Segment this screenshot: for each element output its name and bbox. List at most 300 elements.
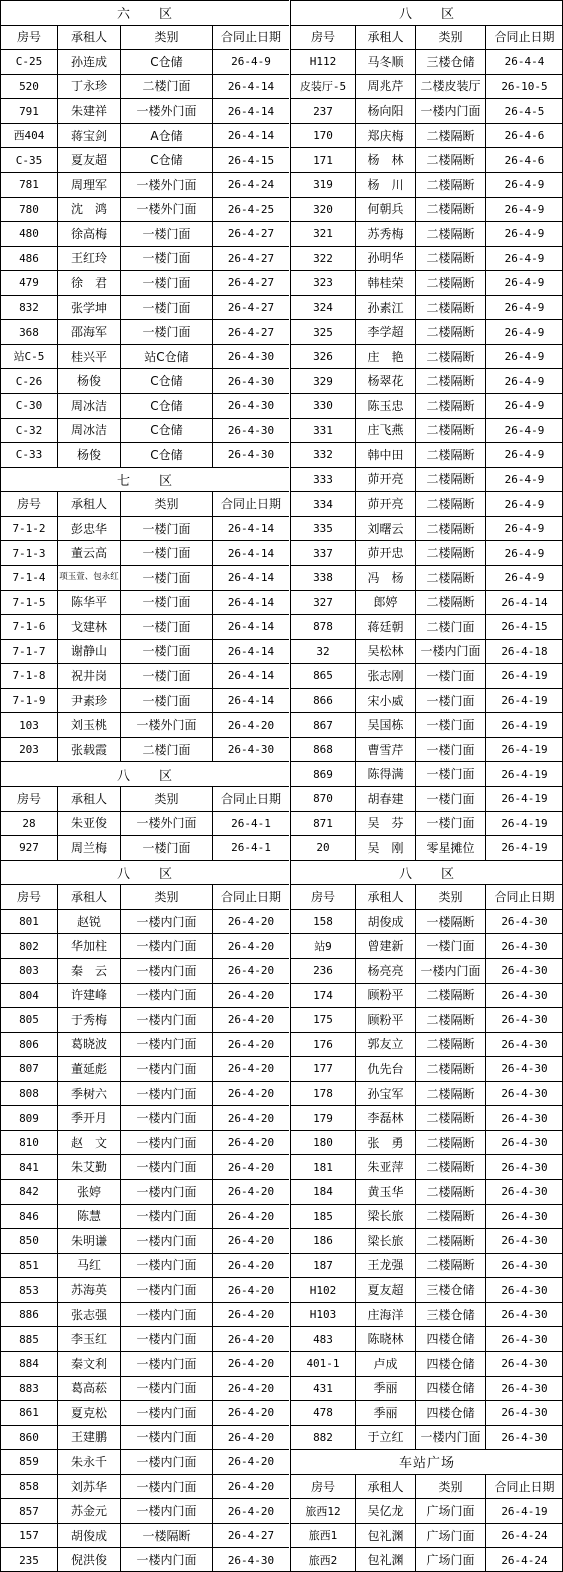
table-row — [290, 1498, 563, 1523]
category-cell: 一楼门面 — [415, 664, 485, 688]
room-number-cell: 870 — [290, 787, 355, 811]
room-number-cell: 810 — [0, 1131, 57, 1155]
category-cell: 一楼门面 — [120, 836, 212, 860]
room-number-cell: 7-1-5 — [0, 591, 57, 615]
contract-end-date-cell: 26-4-24 — [212, 173, 289, 197]
contract-end-date-cell: 26-4-20 — [212, 1131, 289, 1155]
tenant-cell: 夏友超 — [57, 148, 120, 172]
category-cell: 二楼隔断 — [415, 566, 485, 590]
table-row — [0, 1056, 289, 1081]
category-cell: 一楼内门面 — [415, 99, 485, 123]
room-number-cell: 7-1-2 — [0, 517, 57, 541]
category-cell: 一楼内门面 — [415, 640, 485, 664]
category-cell: 二楼隔断 — [415, 1057, 485, 1081]
contract-end-date-cell: 26-4-4 — [485, 50, 563, 74]
contract-end-date-cell: 26-4-19 — [485, 836, 563, 860]
tenant-cell: 董延彪 — [57, 1057, 120, 1081]
contract-end-date-cell: 26-10-5 — [485, 75, 563, 99]
tenant-cell: 庄海洋 — [355, 1303, 415, 1327]
table-row — [0, 1498, 289, 1523]
room-number-cell: 330 — [290, 394, 355, 418]
table-row — [0, 1425, 289, 1450]
contract-end-date-cell: 26-4-30 — [485, 1254, 563, 1278]
room-number-cell: 846 — [0, 1205, 57, 1229]
contract-end-date-cell: 26-4-30 — [485, 1303, 563, 1327]
room-number-cell: 866 — [290, 689, 355, 713]
room-number-cell: 28 — [0, 812, 57, 836]
tenant-cell: 陈晓林 — [355, 1327, 415, 1351]
contract-end-date-cell: 26-4-9 — [485, 394, 563, 418]
room-number-cell: 站C-5 — [0, 345, 57, 369]
table-row — [290, 1007, 563, 1032]
table-row — [290, 663, 563, 688]
category-cell: 四楼仓储 — [415, 1327, 485, 1351]
tenant-cell: 孙宝军 — [355, 1082, 415, 1106]
tenant-cell: 赵锐 — [57, 910, 120, 934]
category-cell: 一楼内门面 — [120, 1155, 212, 1179]
table-row — [290, 1547, 563, 1572]
room-number-cell: 486 — [0, 247, 57, 271]
category-cell: 三楼仓储 — [415, 1303, 485, 1327]
table-row — [0, 1277, 289, 1302]
category-cell: 一楼门面 — [415, 934, 485, 958]
tenant-cell: 彭忠华 — [57, 517, 120, 541]
contract-end-date-cell: 26-4-30 — [485, 1278, 563, 1302]
contract-end-date-cell: 26-4-14 — [212, 640, 289, 664]
category-cell: 广场门面 — [415, 1548, 485, 1572]
room-number-cell: 520 — [0, 75, 57, 99]
tenant-cell: 杨 川 — [355, 173, 415, 197]
tenant-cell: 周兰梅 — [57, 836, 120, 860]
contract-end-date-cell: 26-4-27 — [212, 320, 289, 344]
room-number-cell: 841 — [0, 1155, 57, 1179]
category-cell: 一楼内门面 — [120, 959, 212, 983]
category-cell: 一楼门面 — [120, 689, 212, 713]
table-row — [0, 1376, 289, 1401]
column-header: 房号 — [290, 885, 355, 909]
table-row — [0, 1130, 289, 1155]
table-row — [0, 933, 289, 958]
tenant-cell: 王龙强 — [355, 1254, 415, 1278]
room-number-cell: 808 — [0, 1082, 57, 1106]
room-number-cell: 175 — [290, 1008, 355, 1032]
tenant-cell: 倪洪俊 — [57, 1548, 120, 1572]
contract-end-date-cell: 26-4-1 — [212, 812, 289, 836]
category-cell: 二楼隔断 — [415, 1033, 485, 1057]
room-number-cell: C-30 — [0, 394, 57, 418]
contract-end-date-cell: 26-4-9 — [485, 198, 563, 222]
table-row — [0, 1302, 289, 1327]
table-row — [0, 123, 289, 148]
tenant-cell: 朱建祥 — [57, 99, 120, 123]
room-number-cell: 867 — [290, 713, 355, 737]
category-cell: 一楼门面 — [415, 689, 485, 713]
tenant-cell: 朱永千 — [57, 1450, 120, 1474]
tenant-cell: 曹雪芹 — [355, 738, 415, 762]
table-row — [0, 909, 289, 934]
section-title: 七 区 — [0, 468, 289, 492]
category-cell: 一楼内门面 — [120, 1352, 212, 1376]
table-row — [0, 221, 289, 246]
table-row — [0, 1105, 289, 1130]
contract-end-date-cell: 26-4-20 — [212, 1033, 289, 1057]
table-row — [0, 1547, 289, 1572]
table-row — [290, 639, 563, 664]
category-cell: 一楼外门面 — [120, 713, 212, 737]
column-header: 合同止日期 — [212, 492, 289, 516]
table-row — [290, 49, 563, 74]
contract-end-date-cell: 26-4-18 — [485, 640, 563, 664]
room-number-cell: 478 — [290, 1401, 355, 1425]
category-cell: 一楼门面 — [120, 640, 212, 664]
room-number-cell: 338 — [290, 566, 355, 590]
table-row — [290, 737, 563, 762]
table-row — [290, 1523, 563, 1548]
column-header: 承租人 — [57, 787, 120, 811]
category-cell: 一楼内门面 — [120, 910, 212, 934]
table-row — [290, 786, 563, 811]
category-cell: 一楼内门面 — [415, 959, 485, 983]
category-cell: 一楼内门面 — [120, 984, 212, 1008]
column-header: 承租人 — [57, 885, 120, 909]
tenant-cell: 夏友超 — [355, 1278, 415, 1302]
room-number-cell: 868 — [290, 738, 355, 762]
category-cell: 一楼门面 — [120, 591, 212, 615]
tenant-cell: 李磊林 — [355, 1106, 415, 1130]
category-cell: 广场门面 — [415, 1524, 485, 1548]
tenant-cell: 苏秀梅 — [355, 222, 415, 246]
room-number-cell: 885 — [0, 1327, 57, 1351]
category-cell: 二楼隔断 — [415, 1131, 485, 1155]
contract-end-date-cell: 26-4-30 — [212, 443, 289, 467]
tenant-cell: 李学超 — [355, 320, 415, 344]
category-cell: 二楼隔断 — [415, 541, 485, 565]
table-row — [0, 1154, 289, 1179]
room-number-cell: 334 — [290, 492, 355, 516]
contract-end-date-cell: 26-4-30 — [485, 1033, 563, 1057]
room-number-cell: 802 — [0, 934, 57, 958]
category-cell: 一楼门面 — [415, 812, 485, 836]
category-cell: 二楼门面 — [120, 738, 212, 762]
contract-end-date-cell: 26-4-25 — [212, 198, 289, 222]
table-row — [290, 1425, 563, 1450]
column-header: 合同止日期 — [485, 26, 563, 50]
table-row — [290, 516, 563, 541]
tenant-cell: 茆开亮 — [355, 492, 415, 516]
category-cell: 二楼隔断 — [415, 320, 485, 344]
contract-end-date-cell: 26-4-30 — [485, 1106, 563, 1130]
column-header: 类别 — [415, 885, 485, 909]
category-cell: 一楼门面 — [120, 615, 212, 639]
contract-end-date-cell: 26-4-30 — [212, 369, 289, 393]
table-row — [290, 1326, 563, 1351]
section-title-row — [290, 1449, 563, 1474]
tenant-cell: 张 勇 — [355, 1131, 415, 1155]
tenant-cell: 包礼渊 — [355, 1524, 415, 1548]
room-number-cell: 326 — [290, 345, 355, 369]
room-number-cell: C-26 — [0, 369, 57, 393]
room-number-cell: 皮装厅-5 — [290, 75, 355, 99]
tenant-cell: 仇先台 — [355, 1057, 415, 1081]
contract-end-date-cell: 26-4-14 — [212, 541, 289, 565]
column-header: 承租人 — [355, 885, 415, 909]
room-number-cell: 805 — [0, 1008, 57, 1032]
category-cell: 一楼门面 — [120, 664, 212, 688]
table-row — [0, 590, 289, 615]
tenant-cell: 董云高 — [57, 541, 120, 565]
table-row — [290, 123, 563, 148]
tenant-cell: 胡春建 — [355, 787, 415, 811]
room-number-cell: 842 — [0, 1180, 57, 1204]
room-number-cell: 西404 — [0, 124, 57, 148]
category-cell: 一楼内门面 — [120, 1131, 212, 1155]
tenant-cell: 李玉红 — [57, 1327, 120, 1351]
category-cell: 二楼隔断 — [415, 468, 485, 492]
contract-end-date-cell: 26-4-20 — [212, 1352, 289, 1376]
contract-end-date-cell: 26-4-19 — [485, 762, 563, 786]
tenant-cell: 张志刚 — [355, 664, 415, 688]
tenant-cell: 梁长旅 — [355, 1205, 415, 1229]
category-cell: 一楼内门面 — [120, 934, 212, 958]
contract-end-date-cell: 26-4-19 — [485, 664, 563, 688]
table-row — [0, 1253, 289, 1278]
contract-end-date-cell: 26-4-14 — [212, 75, 289, 99]
tenant-cell: 沈 鸿 — [57, 198, 120, 222]
column-header: 房号 — [290, 26, 355, 50]
room-number-cell: 883 — [0, 1377, 57, 1401]
tenant-cell: 郑庆梅 — [355, 124, 415, 148]
room-number-cell: 401-1 — [290, 1352, 355, 1376]
room-number-cell: 站9 — [290, 934, 355, 958]
room-number-cell: 882 — [290, 1426, 355, 1450]
category-cell: C仓储 — [120, 419, 212, 443]
tenant-cell: 杨翠花 — [355, 369, 415, 393]
contract-end-date-cell: 26-4-27 — [212, 222, 289, 246]
table-row — [290, 1204, 563, 1229]
contract-end-date-cell: 26-4-30 — [485, 934, 563, 958]
tenant-cell: 顾粉平 — [355, 984, 415, 1008]
category-cell: 二楼隔断 — [415, 271, 485, 295]
table-row — [290, 147, 563, 172]
category-cell: 二楼隔断 — [415, 1155, 485, 1179]
contract-end-date-cell: 26-4-30 — [485, 1401, 563, 1425]
room-number-cell: 179 — [290, 1106, 355, 1130]
contract-end-date-cell: 26-4-14 — [212, 591, 289, 615]
room-number-cell: 32 — [290, 640, 355, 664]
tenant-cell: 徐高梅 — [57, 222, 120, 246]
table-row — [0, 811, 289, 836]
contract-end-date-cell: 26-4-24 — [485, 1548, 563, 1572]
contract-end-date-cell: 26-4-20 — [212, 1180, 289, 1204]
tenant-cell: 苏海英 — [57, 1278, 120, 1302]
contract-end-date-cell: 26-4-30 — [212, 345, 289, 369]
room-number-cell: 850 — [0, 1229, 57, 1253]
table-row — [290, 933, 563, 958]
tenant-cell: 卢成 — [355, 1352, 415, 1376]
table-row — [290, 442, 563, 467]
room-number-cell: 174 — [290, 984, 355, 1008]
tenant-cell: 秦文利 — [57, 1352, 120, 1376]
table-row — [0, 737, 289, 762]
table-row — [290, 1032, 563, 1057]
table-row — [290, 1105, 563, 1130]
tenant-cell: 于立红 — [355, 1426, 415, 1450]
room-number-cell: 180 — [290, 1131, 355, 1155]
category-cell: 一楼内门面 — [120, 1229, 212, 1253]
category-cell: 二楼隔断 — [415, 247, 485, 271]
category-cell: 一楼内门面 — [120, 1033, 212, 1057]
contract-end-date-cell: 26-4-14 — [212, 689, 289, 713]
table-row — [290, 368, 563, 393]
room-number-cell: 7-1-4 — [0, 566, 57, 590]
tenant-cell: 蒋宝剑 — [57, 124, 120, 148]
room-number-cell: 319 — [290, 173, 355, 197]
tenant-cell: 郎婷 — [355, 591, 415, 615]
table-row — [0, 1204, 289, 1229]
table-row — [0, 270, 289, 295]
section-title-row — [0, 0, 289, 25]
category-cell: 一楼内门面 — [120, 1426, 212, 1450]
category-cell: 二楼隔断 — [415, 394, 485, 418]
tenant-cell: 吴 刚 — [355, 836, 415, 860]
room-number-cell: 331 — [290, 419, 355, 443]
contract-end-date-cell: 26-4-9 — [485, 173, 563, 197]
section-title: 八 区 — [0, 762, 289, 786]
tenant-cell: 吴国栋 — [355, 713, 415, 737]
room-number-cell: 322 — [290, 247, 355, 271]
category-cell: 一楼门面 — [415, 787, 485, 811]
header-row — [0, 25, 289, 50]
contract-end-date-cell: 26-4-9 — [485, 296, 563, 320]
contract-end-date-cell: 26-4-9 — [485, 566, 563, 590]
room-number-cell: 859 — [0, 1450, 57, 1474]
contract-end-date-cell: 26-4-20 — [212, 1426, 289, 1450]
category-cell: 一楼内门面 — [120, 1057, 212, 1081]
category-cell: 二楼隔断 — [415, 369, 485, 393]
category-cell: 一楼隔断 — [120, 1524, 212, 1548]
room-number-cell: 807 — [0, 1057, 57, 1081]
category-cell: 二楼隔断 — [415, 173, 485, 197]
category-cell: 一楼外门面 — [120, 198, 212, 222]
tenant-cell: 孙素江 — [355, 296, 415, 320]
table-row — [290, 1081, 563, 1106]
tenant-cell: 马红 — [57, 1254, 120, 1278]
table-row — [0, 1032, 289, 1057]
category-cell: C仓储 — [120, 369, 212, 393]
category-cell: 一楼门面 — [120, 222, 212, 246]
category-cell: 一楼内门面 — [120, 1278, 212, 1302]
category-cell: 二楼隔断 — [415, 1205, 485, 1229]
contract-end-date-cell: 26-4-19 — [485, 787, 563, 811]
contract-end-date-cell: 26-4-30 — [485, 1180, 563, 1204]
table-row — [290, 1277, 563, 1302]
section-title: 车站广场 — [290, 1450, 563, 1474]
contract-end-date-cell: 26-4-20 — [212, 1205, 289, 1229]
table-row — [290, 1228, 563, 1253]
column-header: 合同止日期 — [212, 885, 289, 909]
table-row — [290, 491, 563, 516]
tenant-cell: 何朝兵 — [355, 198, 415, 222]
table-row — [0, 540, 289, 565]
category-cell: 一楼内门面 — [120, 1475, 212, 1499]
room-number-cell: 325 — [290, 320, 355, 344]
tenant-cell: 庄 艳 — [355, 345, 415, 369]
contract-end-date-cell: 26-4-30 — [485, 1057, 563, 1081]
tenant-cell: 陈得满 — [355, 762, 415, 786]
table-row — [290, 712, 563, 737]
right-table-column — [290, 0, 563, 1572]
contract-end-date-cell: 26-4-30 — [485, 1205, 563, 1229]
table-row — [0, 442, 289, 467]
contract-end-date-cell: 26-4-9 — [485, 443, 563, 467]
contract-end-date-cell: 26-4-30 — [485, 1082, 563, 1106]
column-header: 类别 — [120, 787, 212, 811]
table-row — [0, 344, 289, 369]
table-row — [0, 1326, 289, 1351]
category-cell: 二楼隔断 — [415, 517, 485, 541]
table-row — [290, 1400, 563, 1425]
contract-end-date-cell: 26-4-20 — [212, 984, 289, 1008]
tenant-cell: 张婷 — [57, 1180, 120, 1204]
table-row — [0, 393, 289, 418]
category-cell: 一楼门面 — [415, 713, 485, 737]
contract-end-date-cell: 26-4-20 — [212, 910, 289, 934]
table-row — [290, 835, 563, 860]
tenant-cell: 茆开亮 — [355, 468, 415, 492]
room-number-cell: 337 — [290, 541, 355, 565]
tenant-cell: 葛高菘 — [57, 1377, 120, 1401]
room-number-cell: C-25 — [0, 50, 57, 74]
room-number-cell: 871 — [290, 812, 355, 836]
tenant-cell: 徐 君 — [57, 271, 120, 295]
category-cell: 二楼隔断 — [415, 1082, 485, 1106]
room-number-cell: 335 — [290, 517, 355, 541]
table-row — [290, 540, 563, 565]
table-row — [0, 295, 289, 320]
category-cell: 四楼仓储 — [415, 1377, 485, 1401]
tenant-cell: 刘苏华 — [57, 1475, 120, 1499]
contract-end-date-cell: 26-4-9 — [485, 468, 563, 492]
room-number-cell: 323 — [290, 271, 355, 295]
table-row — [290, 270, 563, 295]
tenant-cell: 朱亚俊 — [57, 812, 120, 836]
column-header: 承租人 — [57, 26, 120, 50]
room-number-cell: 853 — [0, 1278, 57, 1302]
tenant-cell: 丁永珍 — [57, 75, 120, 99]
table-row — [0, 49, 289, 74]
contract-end-date-cell: 26-4-14 — [212, 517, 289, 541]
category-cell: 广场门面 — [415, 1499, 485, 1523]
category-cell: 一楼内门面 — [120, 1401, 212, 1425]
room-number-cell: H102 — [290, 1278, 355, 1302]
tenant-cell: 郭友立 — [355, 1033, 415, 1057]
column-header: 房号 — [0, 787, 57, 811]
contract-end-date-cell: 26-4-27 — [212, 1524, 289, 1548]
category-cell: 二楼隔断 — [415, 296, 485, 320]
section-title-row — [290, 860, 563, 885]
category-cell: C仓储 — [120, 394, 212, 418]
room-number-cell: 236 — [290, 959, 355, 983]
table-row — [0, 958, 289, 983]
column-header: 房号 — [0, 26, 57, 50]
table-row — [290, 295, 563, 320]
table-row — [0, 614, 289, 639]
tenant-cell: 祝井岗 — [57, 664, 120, 688]
table-row — [290, 909, 563, 934]
table-row — [290, 1351, 563, 1376]
table-row — [0, 1400, 289, 1425]
room-number-cell: 7-1-7 — [0, 640, 57, 664]
